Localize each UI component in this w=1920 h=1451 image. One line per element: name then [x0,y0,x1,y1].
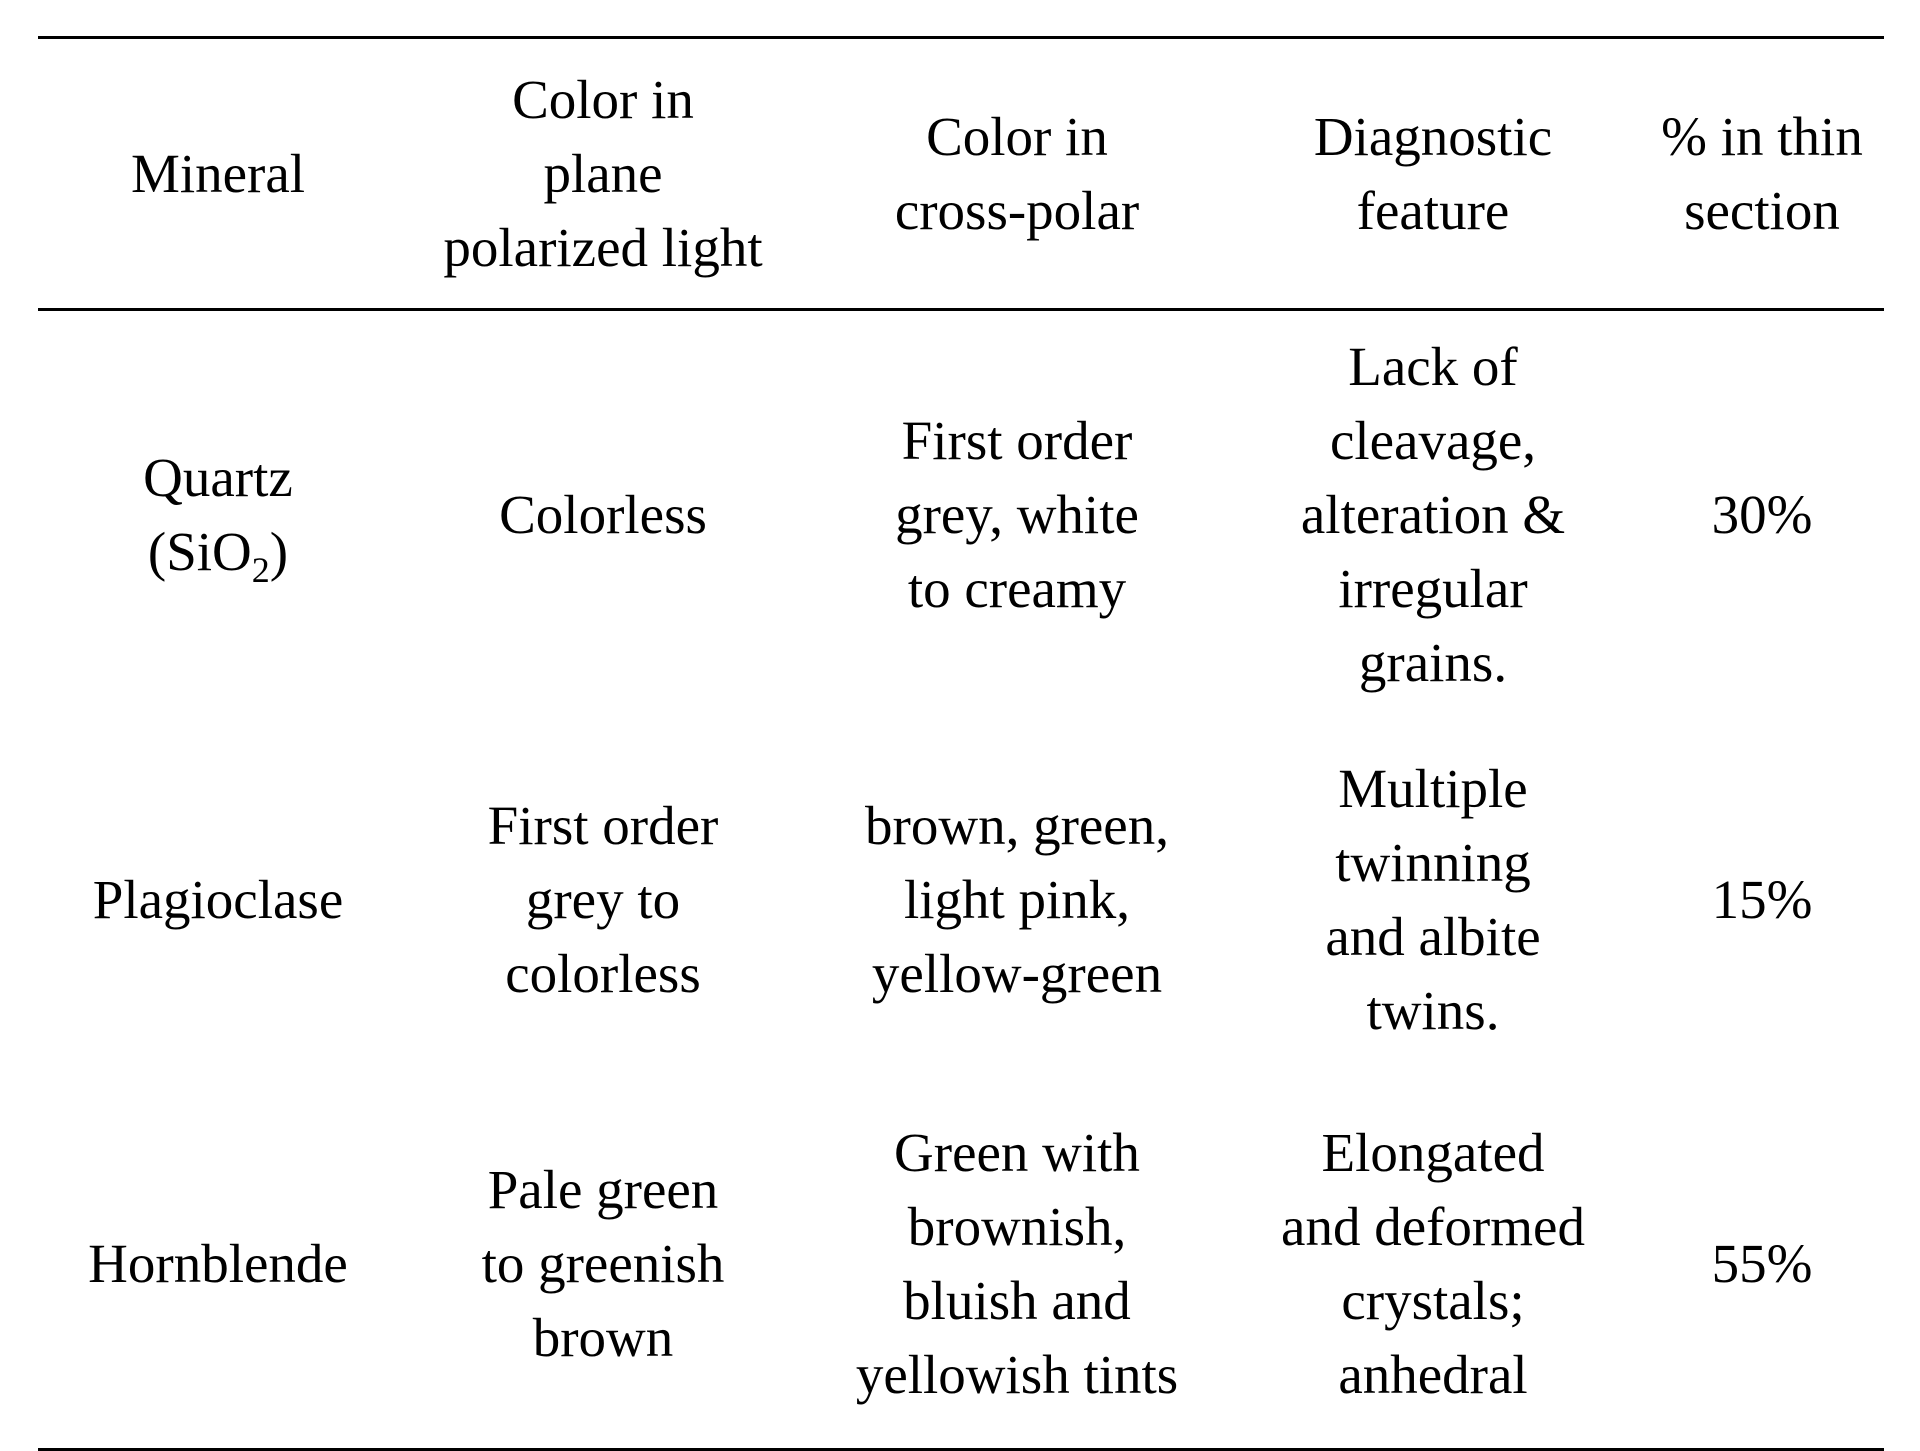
header-ppl-color [398,38,808,310]
header-ppl-line: Color in [512,68,694,130]
xpl-line: grey, white [895,484,1139,546]
cell-percent [1640,310,1884,720]
xpl-line: to creamy [907,558,1127,620]
header-diagnostic-feature [1226,38,1640,310]
table-row [38,720,1884,1080]
cell-ppl [398,720,808,1080]
ppl-line: to greenish [481,1232,725,1294]
table-row [38,1080,1884,1450]
header-ppl-line: polarized light [443,216,763,278]
xpl-line: Green with [894,1121,1140,1183]
ppl-line: Colorless [499,484,707,546]
mineral-name: Hornblende [88,1232,348,1294]
cell-percent [1640,1080,1884,1450]
header-percent [1640,38,1884,310]
header-xpl-color [808,38,1226,310]
cell-feature [1226,720,1640,1080]
cell-ppl [398,310,808,720]
mineral-name: Plagioclase [92,868,344,930]
header-feature-line: Diagnostic [1313,105,1553,167]
ppl-line: First order [487,794,719,856]
feature-line: Multiple [1338,757,1528,819]
feature-line: Elongated [1321,1121,1545,1183]
mineral-table [38,36,1884,1451]
feature-line: and albite [1325,905,1541,967]
header-percent-line: section [1684,179,1840,241]
feature-line: anhedral [1338,1343,1528,1405]
feature-line: twins. [1366,979,1500,1041]
feature-line: twinning [1335,831,1531,893]
header-percent-line: % in thin [1661,105,1863,167]
feature-line: Lack of [1348,336,1518,398]
ppl-line: colorless [505,942,701,1004]
formula-suffix: ) [269,521,289,583]
feature-line: and deformed [1281,1195,1585,1257]
xpl-line: brownish, [907,1195,1127,1257]
cell-feature [1226,1080,1640,1450]
header-mineral [38,38,398,310]
cell-percent [1640,720,1884,1080]
cell-ppl [398,1080,808,1450]
ppl-line: grey to [525,868,681,930]
table-header [38,38,1884,310]
formula-prefix: (SiO [147,521,252,583]
table-body [38,310,1884,1450]
xpl-line: yellowish tints [855,1343,1179,1405]
header-row [38,38,1884,310]
percent-value: 55% [1711,1232,1813,1294]
table-row [38,310,1884,720]
header-xpl-line: Color in [926,105,1108,167]
ppl-line: Pale green [487,1158,719,1220]
xpl-line: First order [901,410,1133,472]
ppl-line: brown [532,1306,674,1368]
header-mineral-line: Mineral [130,142,306,204]
percent-value: 15% [1711,868,1813,930]
cell-mineral [38,720,398,1080]
formula-subscript: 2 [251,550,270,591]
feature-line: grains. [1358,632,1508,694]
mineral-formula [42,515,394,589]
cell-xpl [808,720,1226,1080]
cell-feature [1226,310,1640,720]
mineral-table-container [38,36,1884,1451]
xpl-line: light pink, [903,868,1131,930]
header-xpl-line: cross-polar [894,179,1140,241]
cell-mineral [38,310,398,720]
feature-line: irregular [1338,558,1528,620]
xpl-line: bluish and [903,1269,1131,1331]
cell-xpl [808,310,1226,720]
feature-line: alteration & [1300,484,1566,546]
header-feature-line: feature [1356,179,1510,241]
xpl-line: yellow-green [871,942,1163,1004]
header-ppl-line: plane [543,142,663,204]
feature-line: crystals; [1341,1269,1525,1331]
cell-mineral [38,1080,398,1450]
feature-line: cleavage, [1329,410,1537,472]
xpl-line: brown, green, [865,794,1169,856]
cell-xpl [808,1080,1226,1450]
mineral-name: Quartz [143,447,293,509]
percent-value: 30% [1711,484,1813,546]
